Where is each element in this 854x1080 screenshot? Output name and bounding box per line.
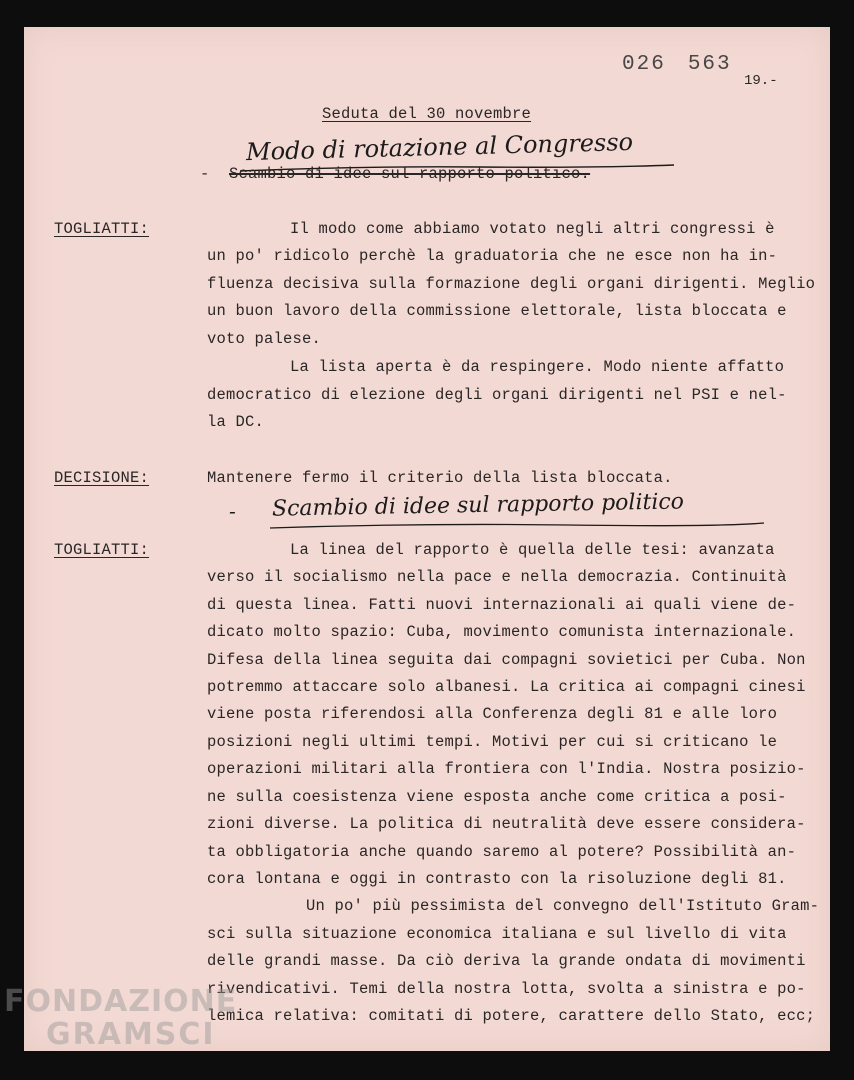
text-line: un po' ridicolo perchè la graduatoria che ne esce non ha in- [207, 247, 778, 265]
text-line: zioni diverse. La politica di neutralità deve essere considera- [207, 815, 806, 833]
text-line: La lista aperta è da respingere. Modo niente affatto [290, 358, 785, 376]
archive-number-a: 026 [622, 53, 666, 76]
text-line: Un po' più pessimista del convegno dell'Istituto Gram- [306, 897, 820, 915]
text-line: ne sulla coesistenza viene esposta anche come critica a posi- [207, 788, 787, 806]
archive-number [622, 53, 732, 76]
handwritten-note-underline [268, 521, 768, 531]
text-line: sci sulla situazione economica italiana e sul livello di vita [207, 925, 787, 943]
struck-agenda-item: Scambio di idee sul rapporto politico. [229, 165, 591, 183]
text-line: fluenza decisiva sulla formazione degli organi dirigenti. Meglio [207, 275, 816, 293]
handwritten-title: Modo di rotazione al Congresso [245, 127, 634, 167]
page-number: 19.- [744, 73, 778, 89]
text-line: La linea del rapporto è quella delle tesi: avanzata [290, 541, 775, 559]
text-line: delle grandi masse. Da ciò deriva la grande ondata di movimenti [207, 952, 806, 970]
decision-label: DECISIONE: [54, 469, 150, 487]
text-line: ta obbligatoria anche quando saremo al potere? Possibilità an- [207, 843, 797, 861]
text-line: un buon lavoro della commissione elettorale, lista bloccata e [207, 302, 787, 320]
speaker-label: TOGLIATTI: [54, 220, 150, 238]
text-line: Il modo come abbiamo votato negli altri congressi è [290, 220, 775, 238]
text-line: Difesa della linea seguita dai compagni sovietici per Cuba. Non [207, 651, 806, 669]
struck-dash: - [200, 165, 210, 183]
watermark-logo [4, 984, 238, 1052]
text-line: potremmo attaccare solo albanesi. La critica ai compagni cinesi [207, 678, 806, 696]
document-page [24, 27, 830, 1051]
text-line: posizioni negli ultimi tempi. Motivi per cui si criticano le [207, 733, 778, 751]
session-title: Seduta del 30 novembre [322, 105, 532, 123]
text-line: Mantenere fermo il criterio della lista bloccata. [207, 469, 673, 487]
text-line: rivendicativi. Temi della nostra lotta, svolta a sinistra e po- [207, 980, 806, 998]
text-line: dicato molto spazio: Cuba, movimento comunista internazionale. [207, 623, 797, 641]
watermark-line-1: FONDAZIONE [4, 984, 238, 1019]
archive-number-b: 563 [687, 53, 732, 76]
text-line: operazioni militari alla frontiera con l'India. Nostra posizio- [207, 760, 806, 778]
text-line: voto palese. [207, 330, 322, 348]
text-line: viene posta riferendosi alla Conferenza degli 81 e alle loro [207, 705, 778, 723]
speaker-label: TOGLIATTI: [54, 541, 150, 559]
text-line: verso il socialismo nella pace e nella democrazia. Continuità [207, 568, 787, 586]
text-line: di questa linea. Fatti nuovi internazionali ai quali viene de- [207, 596, 797, 614]
text-line: cora lontana e oggi in contrasto con la risoluzione degli 81. [207, 870, 787, 888]
text-line: democratico di elezione degli organi dirigenti nel PSI e nel- [207, 386, 787, 404]
handwritten-note: Scambio di idee sul rapporto politico [271, 489, 685, 522]
text-line: lemica relativa: comitati di potere, carattere dello Stato, ecc; [207, 1007, 816, 1025]
handwritten-note-dash: - [229, 499, 236, 523]
watermark-line-2: GRAMSCI [46, 1017, 216, 1052]
text-line: la DC. [207, 413, 265, 431]
